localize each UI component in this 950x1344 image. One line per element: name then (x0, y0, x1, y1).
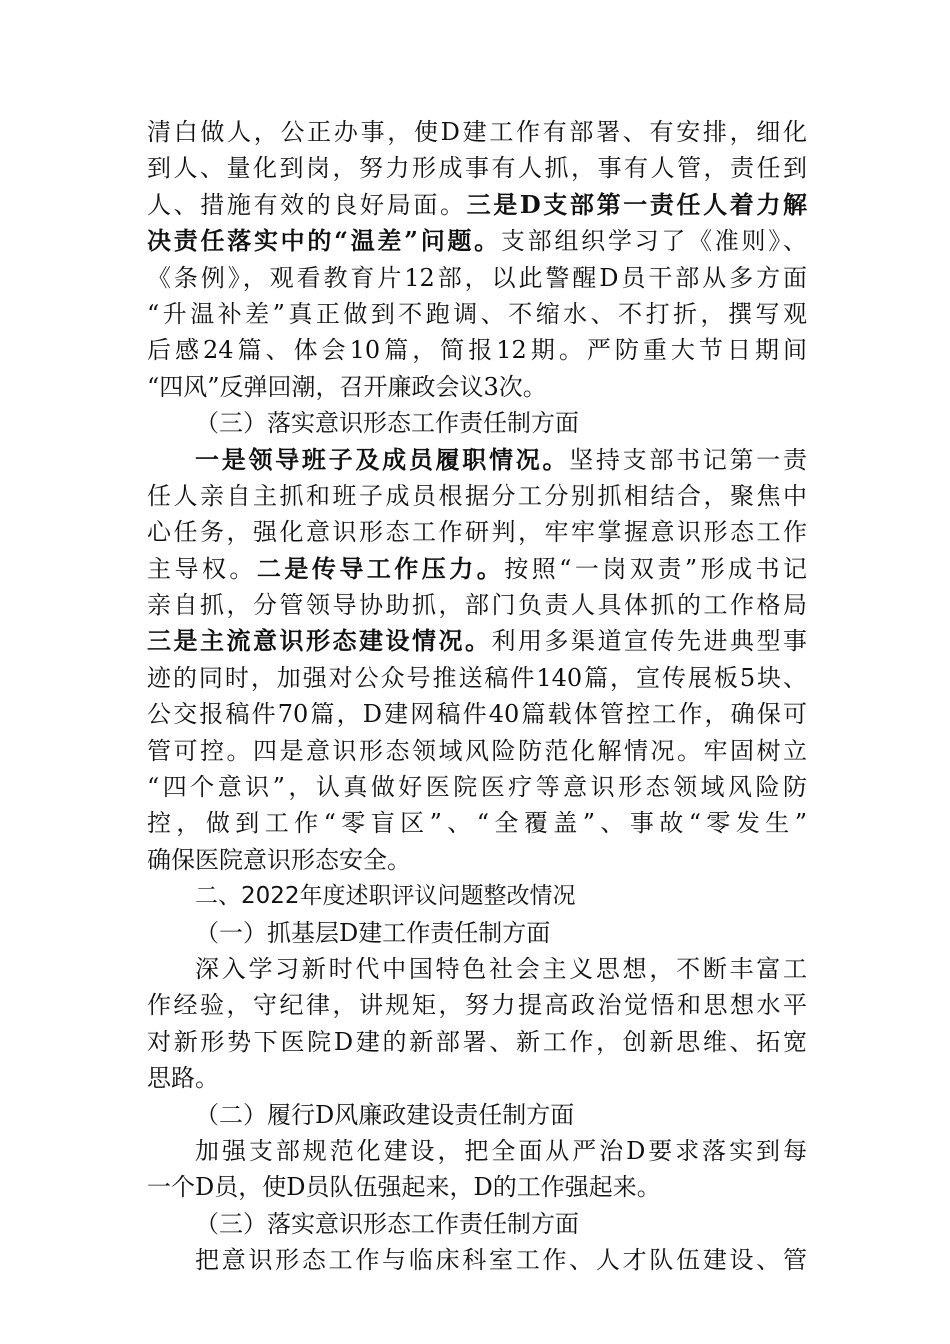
section-heading: （三）落实意识形态工作责任制方面 (195, 1209, 579, 1238)
text-line: 任人亲自主抓和班子成员根据分工分别抓相结合，聚焦中 (147, 481, 807, 510)
text-line: 清白做人，公正办事，使D建工作有部署、有安排，细化 (147, 118, 807, 146)
text-line: 把意识形态工作与临床科室工作、人才队伍建设、管 (195, 1246, 807, 1275)
text-line: 管可控。四是意识形态领域风险防范化解情况。牢固树立 (147, 736, 807, 765)
text-line: 加强支部规范化建设，把全面从严治D要求落实到每 (195, 1136, 807, 1165)
text-line: 公交报稿件70篇，D建网稿件40篇载体管控工作，确保可 (147, 700, 807, 729)
document-body (147, 114, 807, 1279)
text-line: “升温补差”真正做到不跑调、不缩水、不打折，撰写观 (147, 299, 807, 328)
text-line: 作经验，守纪律，讲规矩，努力提高政治觉悟和思想水平 (147, 991, 807, 1020)
text-line: “四个意识”，认真做好医院医疗等意识形态领域风险防 (147, 773, 807, 802)
section-heading: （二）履行D风廉政建设责任制方面 (195, 1100, 575, 1129)
section-heading: （一）抓基层D建工作责任制方面 (195, 918, 551, 947)
text-line: 对新形势下医院D建的新部署、新工作，创新思维、拓宽 (147, 1027, 807, 1056)
bold-run: 三是主流意识形态建设情况。 (147, 626, 492, 656)
text-line: 一是领导班子及成员履职情况。坚持支部书记第一责 (195, 444, 808, 474)
text-line: 确保医院意识形态安全。 (147, 845, 411, 874)
text-line: 主导权。二是传导工作压力。按照“一岗双责”形成书记 (147, 553, 808, 583)
text-line: 决责任落实中的“温差”问题。支部组织学习了《准则》、 (147, 226, 808, 256)
bold-run: 决责任落实中的“温差”问题。 (147, 226, 501, 256)
text-line: 一个D员，使D员队伍强起来，D的工作强起来。 (147, 1173, 661, 1202)
section-heading: （三）落实意识形态工作责任制方面 (195, 409, 579, 438)
text-line: 心任务，强化意识形态工作研判，牢牢掌握意识形态工作 (147, 518, 807, 547)
bold-run: 三是D支部第一责任人着力解 (466, 189, 807, 219)
chapter-heading: 二、2022年度述职评议问题整改情况 (195, 883, 576, 910)
bold-run: 二是传导工作压力。 (256, 553, 505, 583)
text-line: 迹的同时，加强对公众号推送稿件140篇，宣传展板5块、 (147, 663, 807, 692)
text-line: 深入学习新时代中国特色社会主义思想，不断丰富工 (195, 954, 807, 983)
text-line: 三是主流意识形态建设情况。利用多渠道宣传先进典型事 (147, 626, 807, 656)
text-line: 控，做到工作“零盲区”、“全覆盖”、事故“零发生” (147, 809, 807, 838)
text-line: 思路。 (147, 1064, 219, 1093)
text-line: “四风”反弹回潮，召开廉政会议3次。 (147, 372, 547, 401)
text-line: 亲自抓，分管领导协助抓，部门负责人具体抓的工作格局 (147, 591, 807, 620)
text-line: 后感24篇、体会10篇，简报12期。严防重大节日期间 (147, 336, 807, 365)
text-line: 《条例》，观看教育片12部，以此警醒D员干部从多方面 (147, 263, 807, 292)
text-line: 人、措施有效的良好局面。三是D支部第一责任人着力解 (147, 189, 807, 219)
bold-run: 一是领导班子及成员履职情况。 (195, 444, 570, 474)
text-line: 到人、量化到岗，努力形成事有人抓，事有人管，责任到 (147, 154, 807, 183)
